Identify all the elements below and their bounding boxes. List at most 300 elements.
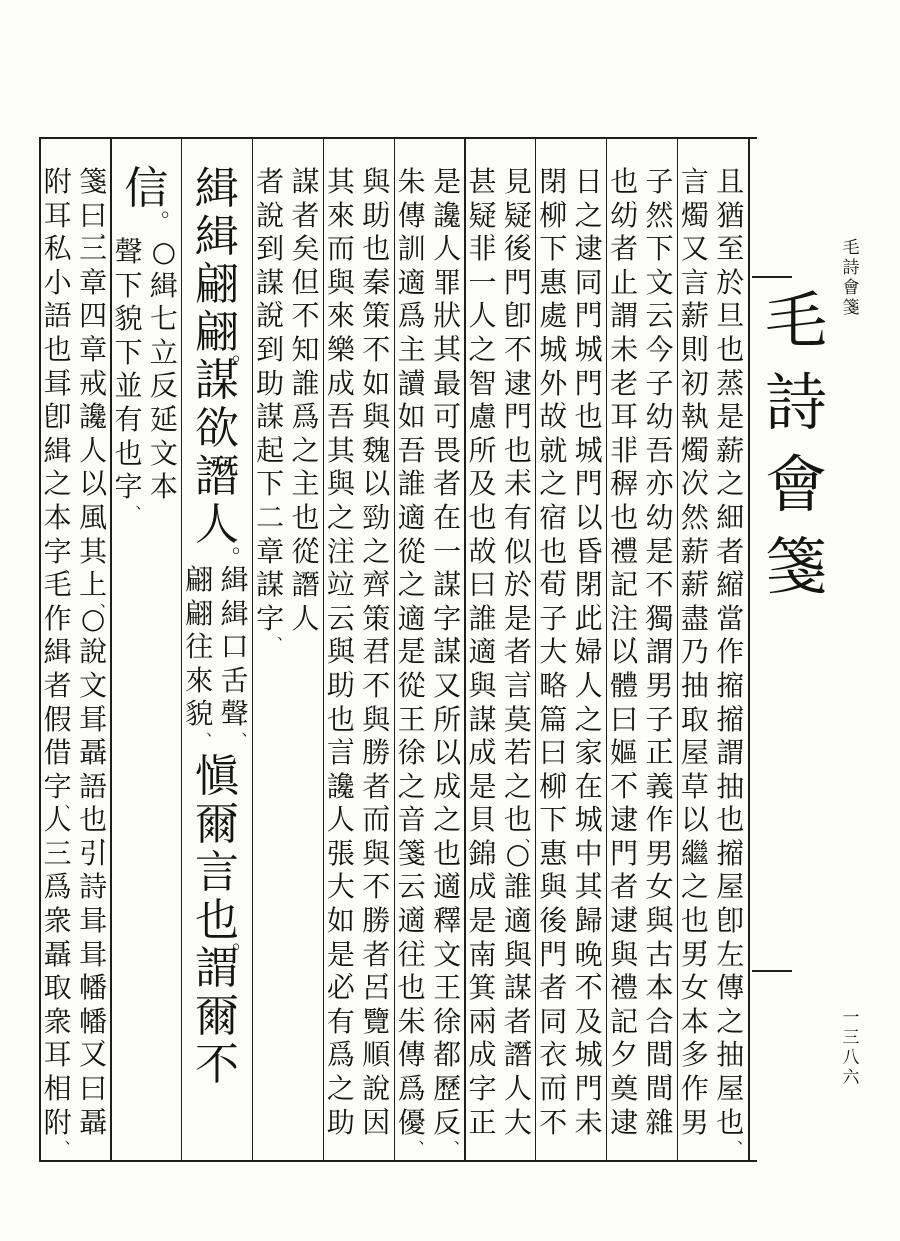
glyph: 謂	[610, 299, 639, 333]
glyph: 下	[256, 467, 285, 501]
punctuation-mark: 、	[241, 720, 257, 739]
glyph: 一	[842, 1008, 860, 1028]
punctuation-mark: 、	[737, 356, 753, 375]
glyph: 摍 、	[716, 668, 753, 711]
glyph: 語	[79, 769, 108, 803]
glyph: 助	[362, 198, 391, 232]
glyph: 章	[256, 534, 285, 568]
glyph: 策 、	[362, 601, 399, 644]
glyph: 之	[433, 803, 462, 837]
glyph: 城	[574, 332, 603, 366]
punctuation-mark: 、	[100, 726, 116, 745]
glyph: 知	[291, 332, 320, 366]
glyph: 又	[433, 668, 462, 702]
glyph: 字 、	[256, 601, 293, 644]
punctuation-mark: 、	[489, 222, 505, 241]
glyph: 讒	[326, 769, 355, 803]
glyph: 王	[433, 971, 462, 1005]
glyph: 魏	[362, 433, 391, 467]
glyph: 篇	[539, 702, 568, 736]
punctuation-mark: 、	[489, 524, 505, 543]
glyph: 適	[503, 904, 532, 938]
glyph: 謀 、	[468, 702, 505, 745]
glyph: 爾	[194, 990, 239, 1042]
glyph: 覽	[362, 1004, 391, 1038]
glyph: 也 、	[362, 232, 399, 274]
glyph: 聶	[79, 736, 108, 770]
punctuation-mark: 、	[489, 860, 505, 879]
glyph: 婦	[574, 635, 603, 669]
glyph: 屋	[716, 1072, 745, 1106]
glyph: 與	[326, 265, 355, 299]
glyph: 私	[43, 232, 72, 266]
glyph: 者 、	[716, 534, 753, 577]
glyph: 但	[291, 265, 320, 299]
glyph: 也 、	[680, 904, 717, 946]
glyph: 貌 、	[185, 697, 222, 739]
glyph: 記	[610, 568, 639, 602]
glyph: 中 、	[574, 836, 611, 879]
glyph: 其	[574, 870, 603, 904]
glyph: 爲	[397, 299, 426, 333]
gloss-column-right	[146, 235, 186, 504]
glyph: 訓	[397, 232, 426, 266]
glyph: 字 、	[433, 601, 470, 644]
glyph: 言	[680, 265, 709, 299]
glyph: 是	[433, 165, 462, 198]
punctuation-mark: 、	[631, 524, 647, 543]
glyph: 莫	[503, 702, 532, 736]
glyph: 字 、	[43, 769, 80, 812]
glyph: 風	[79, 500, 108, 534]
punctuation-mark: 、	[312, 524, 328, 543]
glyph: 後	[539, 904, 568, 938]
glyph: 者	[291, 198, 320, 232]
punctuation-mark: 、	[383, 188, 399, 207]
glyph: 言	[326, 736, 355, 770]
glyph: 歸	[574, 904, 603, 938]
glyph: 徐	[397, 736, 426, 770]
glyph: 之	[716, 467, 745, 501]
glyph: 咠 、	[79, 702, 116, 745]
glyph: 者 、	[362, 769, 399, 812]
glyph: 今	[645, 332, 674, 366]
punctuation-mark: 、	[347, 625, 363, 644]
glyph: 適	[468, 635, 497, 669]
glyph: 初	[680, 366, 709, 400]
glyph: 老	[610, 366, 639, 400]
glyph: 者	[539, 971, 568, 1005]
glyph: 語	[43, 299, 72, 333]
glyph: 門 、	[574, 299, 611, 341]
glyph: 然	[680, 500, 709, 534]
glyph: 耳	[43, 198, 72, 232]
glyph: 七	[149, 302, 178, 336]
text-line	[40, 165, 116, 1148]
glyph: 女	[680, 971, 709, 1005]
glyph: 柳	[539, 769, 568, 803]
page-number	[840, 1008, 862, 1088]
commentary-column-right	[429, 165, 470, 1148]
glyph: 燭	[680, 198, 709, 232]
glyph: 誰	[503, 870, 532, 904]
glyph: 燭 、	[680, 433, 717, 476]
glyph: 助	[326, 1105, 355, 1139]
glyph: 與	[362, 836, 391, 870]
main-text-line	[111, 163, 186, 512]
glyph: 如	[397, 400, 426, 434]
glyph: 箋	[79, 165, 108, 198]
glyph: 言	[503, 668, 532, 702]
glyph: 也 、	[433, 836, 470, 879]
glyph: 且	[716, 165, 745, 198]
glyph: 子	[539, 601, 568, 635]
glyph: 衆 、	[43, 904, 80, 946]
glyph: 適	[397, 500, 426, 534]
glyph: 古	[645, 937, 674, 971]
glyph: 門	[503, 400, 532, 434]
glyph: 未	[503, 467, 532, 501]
inline-gloss	[111, 235, 186, 512]
glyph: 毛	[43, 568, 72, 602]
glyph: 而	[326, 232, 355, 266]
glyph: 非	[610, 433, 639, 467]
punctuation-mark: 、	[135, 493, 151, 512]
glyph: 來	[326, 198, 355, 232]
glyph: 摍	[716, 836, 745, 870]
glyph: 昏	[574, 534, 603, 568]
glyph: 是	[468, 904, 497, 938]
glyph: 王	[397, 702, 426, 736]
punctuation-mark: 、	[277, 423, 293, 442]
commentary-column-left	[40, 165, 80, 1148]
glyph: 主 、	[397, 332, 434, 375]
glyph: 也 、	[291, 500, 328, 543]
glyph: 詩	[842, 258, 860, 278]
glyph: 勁	[362, 500, 391, 534]
punctuation-mark: 、	[418, 927, 434, 946]
glyph: 口	[220, 630, 249, 664]
glyph: 幼 、	[645, 500, 682, 543]
glyph: 之	[574, 702, 603, 736]
punctuation-mark: 、	[560, 188, 576, 207]
commentary-column-left	[252, 165, 293, 644]
glyph: 城	[574, 433, 603, 467]
glyph: 聶	[43, 937, 72, 971]
glyph: 之	[397, 769, 426, 803]
glyph: 二	[256, 500, 285, 534]
glyph: 然	[645, 198, 674, 232]
glyph: 謀	[433, 635, 462, 669]
punctuation-mark: 、	[701, 322, 717, 341]
glyph: 嫗 、	[610, 736, 647, 778]
glyph: 次	[680, 467, 709, 501]
glyph: ○	[505, 836, 531, 870]
glyph: 吾	[397, 433, 426, 467]
glyph: 作	[645, 803, 674, 837]
glyph: 及	[574, 1004, 603, 1038]
glyph: 於	[503, 568, 532, 602]
punctuation-mark: 、	[524, 457, 540, 476]
glyph: 也 、	[574, 400, 611, 442]
glyph: 人 。	[194, 499, 254, 558]
glyph: 略	[539, 668, 568, 702]
glyph: 也 、	[79, 803, 116, 845]
punctuation-mark: 、	[383, 255, 399, 274]
punctuation-mark: 、	[64, 356, 80, 375]
glyph: 從	[291, 534, 320, 568]
glyph: 吾	[326, 400, 355, 434]
glyph: 人	[503, 1072, 532, 1106]
glyph: 謀 、	[256, 400, 293, 442]
glyph: 曰	[610, 702, 639, 736]
glyph: 傳	[716, 971, 745, 1005]
glyph: 故	[468, 534, 497, 568]
glyph: 延	[149, 402, 178, 436]
glyph: 是 、	[326, 937, 363, 980]
glyph: 下	[114, 335, 143, 369]
center-band-title	[756, 280, 836, 608]
punctuation-mark: 、	[418, 894, 434, 913]
glyph: 說	[256, 198, 285, 232]
glyph: 三	[43, 836, 72, 870]
glyph: 也 、	[539, 534, 576, 577]
glyph: 稺	[610, 467, 639, 501]
glyph: 也 、	[716, 803, 753, 845]
glyph: 者	[433, 467, 462, 501]
glyph: 而	[362, 803, 391, 837]
glyph: 譖	[291, 568, 320, 602]
punctuation-mark: 、	[383, 793, 399, 812]
glyph: 未	[610, 332, 639, 366]
main-text-line	[182, 163, 257, 1090]
glyph: 逮	[503, 366, 532, 400]
punctuation-mark: 、	[383, 558, 399, 577]
glyph: 也 、	[610, 165, 647, 207]
glyph: 似	[503, 534, 532, 568]
glyph: 往	[397, 937, 426, 971]
glyph: 門	[503, 265, 532, 299]
glyph: 到	[256, 332, 285, 366]
glyph: 錦 、	[468, 836, 505, 879]
commentary-column-right	[75, 165, 116, 1139]
glyph: 南	[468, 937, 497, 971]
glyph: 耳 、	[610, 400, 647, 442]
glyph: 也 、	[610, 500, 647, 543]
glyph: 正	[468, 1105, 497, 1139]
glyph: 傳	[397, 1038, 426, 1072]
glyph: 來	[326, 299, 355, 333]
glyph: 讀	[397, 366, 426, 400]
glyph: 此	[574, 601, 603, 635]
glyph: 貌	[114, 302, 143, 336]
glyph: 也 、	[43, 332, 80, 375]
punctuation-mark: 、	[206, 720, 222, 739]
glyph: 到	[256, 232, 285, 266]
punctuation-mark: 、	[454, 860, 470, 879]
punctuation-mark: 、	[100, 692, 116, 711]
glyph: 夕	[610, 1038, 639, 1072]
glyph: 爲	[326, 1038, 355, 1072]
punctuation-mark: 、	[312, 255, 328, 274]
glyph: 與	[645, 904, 674, 938]
glyph: 下	[114, 268, 143, 302]
punctuation-mark: 、	[454, 322, 470, 341]
glyph: 幡	[79, 971, 108, 1005]
glyph: 之	[326, 1072, 355, 1106]
glyph: 成	[468, 1038, 497, 1072]
glyph: 細	[716, 500, 745, 534]
punctuation-mark: 、	[560, 1062, 576, 1081]
glyph: 與	[326, 467, 355, 501]
punctuation-mark: 、	[631, 759, 647, 778]
glyph: 齊	[362, 568, 391, 602]
punctuation-mark: 、	[277, 625, 293, 644]
glyph: 者	[610, 232, 639, 266]
glyph: 義	[645, 769, 674, 803]
glyph: 在	[574, 769, 603, 803]
glyph: 音 、	[397, 803, 434, 845]
glyph: 其	[79, 534, 108, 568]
glyph: 男	[680, 1105, 709, 1139]
glyph: 下	[539, 803, 568, 837]
glyph: 者 、	[503, 1004, 540, 1047]
glyph: 如	[362, 366, 391, 400]
punctuation-mark: 、	[524, 1028, 540, 1047]
glyph: 城	[574, 803, 603, 837]
glyph: 子 、	[645, 165, 682, 207]
glyph: 注	[326, 534, 355, 568]
glyph: 樂	[326, 332, 355, 366]
glyph: 又	[79, 1038, 108, 1072]
punctuation-mark: 。	[231, 928, 254, 954]
punctuation-mark: 、	[454, 894, 470, 913]
glyph: 說	[79, 635, 108, 669]
glyph: 惠	[539, 836, 568, 870]
punctuation-mark: 。	[231, 533, 254, 558]
glyph: 箋	[397, 836, 426, 870]
glyph: 愼	[194, 750, 239, 802]
punctuation-mark: 、	[64, 793, 80, 812]
glyph: 大	[539, 635, 568, 669]
glyph: 抽	[716, 1038, 745, 1072]
frame-right-border	[748, 137, 750, 1162]
glyph: 本	[149, 470, 178, 504]
glyph: 徐	[433, 1004, 462, 1038]
glyph: 執	[680, 400, 709, 434]
glyph: 獨	[645, 601, 674, 635]
glyph: 信 。	[124, 163, 184, 222]
punctuation-mark: 、	[100, 222, 116, 241]
commentary-column-left	[465, 165, 505, 1139]
glyph: 成	[326, 366, 355, 400]
glyph: 則	[680, 332, 709, 366]
glyph: 讒	[79, 400, 108, 434]
glyph: 門	[574, 467, 603, 501]
glyph: 作	[680, 1072, 709, 1106]
glyph: 優 、	[397, 1105, 434, 1148]
glyph: 與	[362, 400, 391, 434]
glyph: 之	[716, 1004, 745, 1038]
glyph: 人	[326, 803, 355, 837]
glyph: 有	[503, 500, 532, 534]
glyph: 非	[468, 232, 497, 266]
glyph: 與	[503, 937, 532, 971]
glyph: 爲	[397, 1072, 426, 1106]
glyph: 惠	[539, 265, 568, 299]
glyph: 戒	[79, 366, 108, 400]
main-text	[186, 750, 254, 1090]
punctuation-mark: 、	[666, 1062, 682, 1081]
glyph: 大	[503, 1105, 532, 1139]
glyph: 如	[326, 904, 355, 938]
glyph: 薪 、	[680, 299, 717, 341]
glyph: 人	[291, 601, 320, 635]
glyph: 疑 、	[468, 198, 505, 241]
glyph: 間 、	[645, 1038, 682, 1081]
punctuation-mark: 、	[595, 289, 611, 308]
punctuation-mark: 、	[100, 1095, 116, 1114]
punctuation-mark: 、	[701, 927, 717, 946]
punctuation-mark: 、	[524, 826, 540, 845]
glyph: 四	[79, 299, 108, 333]
commentary-column-right	[713, 165, 753, 1148]
gloss-column-left	[182, 563, 222, 739]
glyph: 之	[574, 198, 603, 232]
punctuation-mark: 、	[595, 591, 611, 610]
glyph: 有	[114, 402, 143, 436]
commentary-column-left	[536, 165, 576, 1139]
glyph: 順	[362, 1038, 391, 1072]
glyph: 以	[574, 500, 603, 534]
glyph: 譖	[194, 451, 239, 502]
glyph: 荀	[539, 568, 568, 602]
band-fishtail-line	[752, 276, 792, 278]
glyph: 本	[680, 1004, 709, 1038]
glyph: 同	[539, 1004, 568, 1038]
punctuation-mark: 、	[100, 826, 116, 845]
glyph: 大	[326, 870, 355, 904]
glyph: 成	[433, 769, 462, 803]
glyph: 一	[468, 265, 497, 299]
glyph: 適	[397, 265, 426, 299]
punctuation-mark: 、	[666, 894, 682, 913]
glyph: 聲	[114, 235, 143, 268]
glyph: 就	[539, 433, 568, 467]
text-line	[323, 165, 399, 1145]
glyph: 而	[539, 1072, 568, 1106]
text-line	[677, 165, 753, 1148]
punctuation-mark: 、	[100, 591, 116, 610]
glyph: 日	[574, 165, 603, 198]
glyph: 與	[539, 870, 568, 904]
glyph: 智	[468, 366, 497, 400]
glyph: 爲	[291, 400, 320, 434]
glyph: 旦	[716, 299, 745, 333]
glyph: 秦	[362, 265, 391, 299]
glyph: 幼	[610, 198, 639, 232]
glyph: 謀	[503, 971, 532, 1005]
glyph: 閉 、	[574, 568, 611, 610]
glyph: 章	[79, 265, 108, 299]
glyph: 說 、	[362, 1072, 399, 1114]
glyph: 以	[680, 803, 709, 837]
punctuation-mark: 、	[383, 1095, 399, 1114]
glyph: 借	[43, 736, 72, 770]
glyph: 後	[503, 232, 532, 266]
punctuation-mark: 、	[631, 423, 647, 442]
glyph: 字	[468, 1072, 497, 1106]
